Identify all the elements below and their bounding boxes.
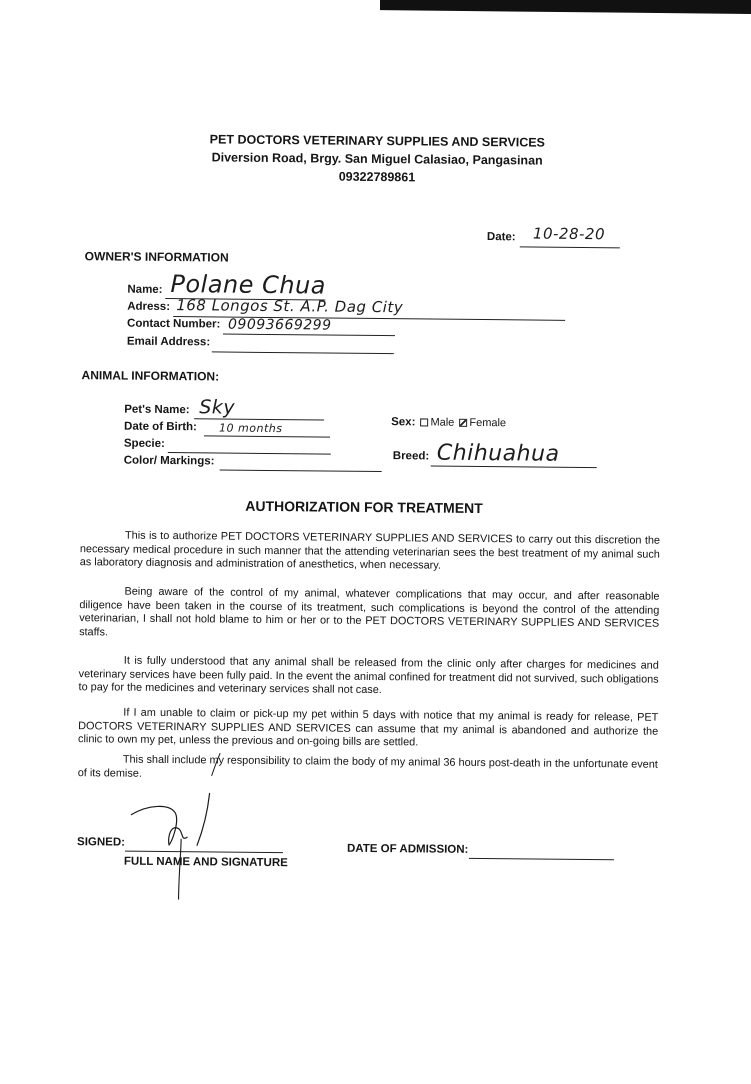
breed-value[interactable]: Chihuahua [436, 440, 560, 467]
owner-contact-value[interactable]: 09093669299 [227, 316, 332, 334]
full-name-signature-label: FULL NAME AND SIGNATURE [123, 855, 288, 870]
authorization-paragraph-5: This shall include my responsibility to claim the body of my animal 36 hours post-death in the unfortunate event of its demise. [77, 753, 658, 780]
owner-name-value[interactable]: Polane Chua [170, 270, 327, 300]
specie-label: Specie: [123, 437, 165, 450]
date-value[interactable]: 10-28-20 [532, 224, 606, 244]
male-checkbox[interactable] [420, 418, 428, 426]
clinic-address: Diversion Road, Brgy. San Miguel Calasiao, Pangasinan [211, 150, 543, 168]
owner-address-label: Adress: [127, 300, 171, 314]
specie-line[interactable] [168, 452, 331, 455]
date-label: Date: [486, 231, 516, 244]
sex-female-option: Female [469, 416, 507, 430]
dob-label: Date of Birth: [124, 420, 197, 434]
handwritten-signature [117, 793, 238, 904]
date-line [520, 246, 620, 248]
owner-name-label: Name: [127, 283, 163, 296]
authorization-title: AUTHORIZATION FOR TREATMENT [245, 497, 483, 517]
clinic-name: PET DOCTORS VETERINARY SUPPLIES AND SERVICES [209, 132, 546, 150]
authorization-paragraph-3: It is fully understood that any animal shall be released from the clinic only after charges for medicines and veterinary services have been fully paid. In the event the animal confined for treatment did not survived, such obligations to pay for the medicines and veterinary services shall not case. [78, 654, 659, 697]
pet-name-label: Pet's Name: [124, 403, 190, 417]
color-label: Color/ Markings: [123, 454, 215, 468]
sex-field [391, 416, 506, 429]
clinic-phone: 09322789861 [338, 169, 416, 185]
owner-section-title: OWNER'S INFORMATION [84, 249, 229, 265]
breed-label: Breed: [392, 450, 430, 463]
pet-name-line [194, 418, 324, 420]
authorization-paragraph-1: This is to authorize PET DOCTORS VETERINARY SUPPLIES AND SERVICES to carry out this discretion the necessary medical procedure in such manner that the attending veterinarian sees the best treatment of my animal such as laboratory diagnosis and administration of anesthetics, when necessary. [79, 529, 661, 572]
owner-contact-label: Contact Number: [127, 317, 221, 331]
dob-line [204, 435, 330, 437]
owner-email-label: Email Address: [126, 335, 211, 349]
female-checkbox[interactable] [459, 418, 467, 426]
authorization-paragraph-2: Being aware of the control of my animal, whatever complications that may occur, and after reasonable diligence have been taken in the course of its treatment, such complications is beyond the control of the attending veterinarian, I shall not hold blame to him or her or to the PET DOCTORS VETERINARY SUPPLIES AND SERVICES staffs. [79, 585, 660, 639]
animal-section-title: ANIMAL INFORMATION: [81, 368, 220, 384]
date-of-admission-line[interactable] [469, 858, 614, 860]
color-line[interactable] [220, 470, 382, 473]
signed-label: SIGNED: [77, 836, 126, 849]
pet-name-value[interactable]: Sky [199, 396, 236, 419]
sex-label: Sex: [391, 416, 416, 429]
owner-contact-line [223, 334, 395, 337]
sex-male-option: Male [430, 416, 455, 429]
owner-email-line[interactable] [212, 351, 394, 354]
authorization-paragraph-4: If I am unable to claim or pick-up my pet within 5 days with notice that my animal is ready for release, PET DOCTORS VETERINARY SUPPLIES AND SERVICES can assume that my animal is abandoned and authorize the clinic to own my pet, unless the previous and on-going bills are settled. [78, 706, 659, 749]
dob-value[interactable]: 10 months [219, 421, 283, 436]
date-of-admission-label: DATE OF ADMISSION: [346, 842, 469, 856]
owner-address-value[interactable]: 168 Longos St. A.P. Dag City [176, 296, 404, 317]
